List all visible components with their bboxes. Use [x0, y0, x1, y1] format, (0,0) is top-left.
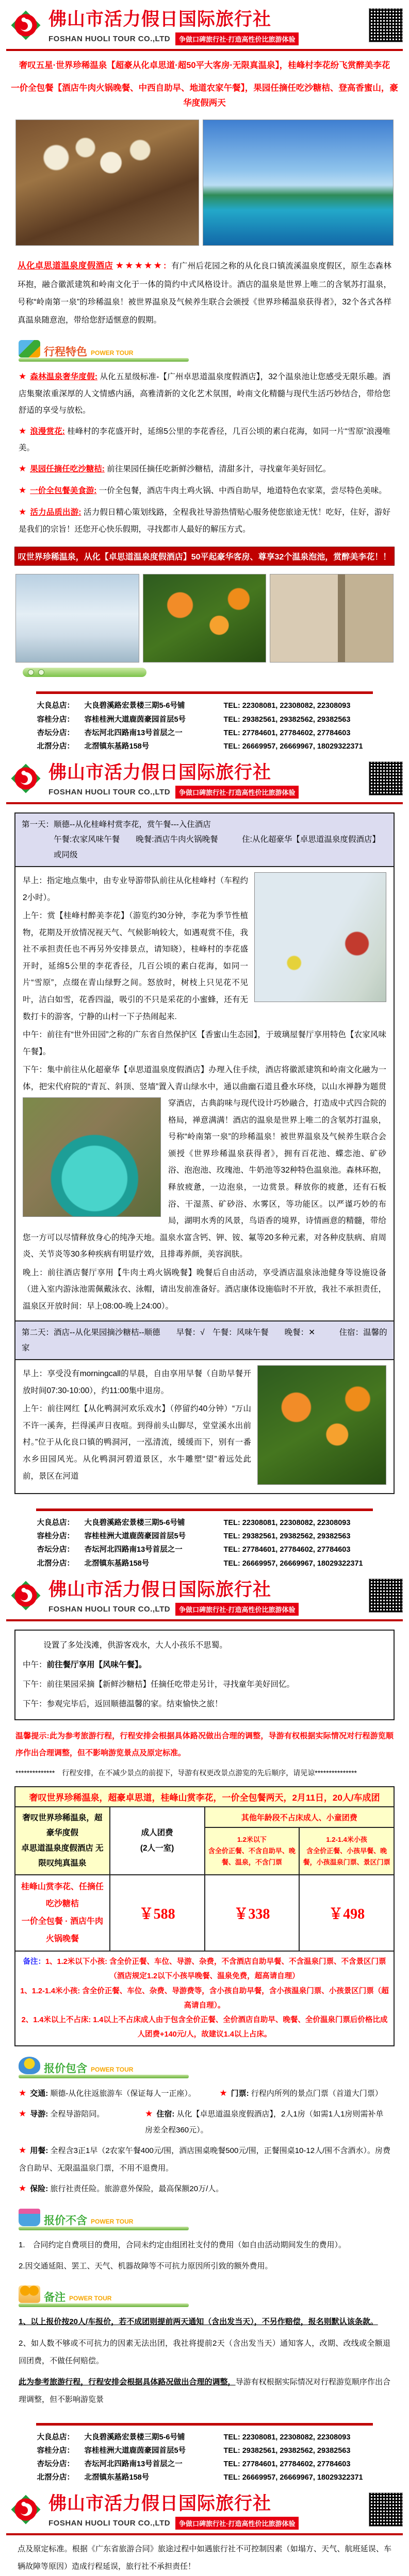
star-bullet-icon: ★ — [19, 2108, 27, 2119]
entry-text: 与现代设计巧妙融合，打造成中式四合院的格局，禅意满满！酒店的温泉是世界上唯二的含氡苏打温泉，号称“岭南第一泉”的珍稀温泉！被世界温泉及气候养生联合会颁授《世界珍稀温泉获得者》，拥有百花池、蝶恋池、矿砂浴、泡泡池、玫瑰池、牛奶池等32种特色温泉池。森林环抱，释放疲惫，一边泡泉，一边赏景。释放你的疲惫，还有石板浴、干湿蒸、矿砂浴、水雾区，等功能区。以严谨巧妙的布局，湖明水秀的风景，鸟语香的境界，诗情画意的精髓，带给您一方可以尽情释放身心的纯净天地。温泉水富含钙、钾、铵、氟等20多种元素，对各种皮肤病、肩周炎、关节炎等30多种疾病有明显疗效，且排毒养颜，美容润肤。 — [23, 1099, 386, 1259]
include-text: 全程含3正1早（2农家午餐400元/围，酒店围桌晚餐500元/围，正餐围桌10-12人/围不含酒水）。房费含自助早、无限温温泉门票，不用不退费用。 — [19, 2146, 390, 2173]
day2-continuation-box — [14, 1630, 395, 1720]
orange-orchard-photo — [257, 1365, 386, 1485]
feature-item — [19, 503, 390, 538]
include-text: 从化【卓思道温泉度假酒店】，2人1房（如需1人1房则需补单房差全程360元）。 — [145, 2109, 384, 2135]
itinerary-table — [14, 812, 395, 1494]
branch-footer — [0, 2423, 409, 2484]
company-slogan: 争做口碑旅行社·打造高性价比旅游体验 — [175, 1603, 299, 1616]
child-fee-group-header: 其他年龄段不占床成人、小童团费 — [205, 1807, 395, 1827]
include-item — [19, 2105, 145, 2139]
branch-tel: TEL: 26669957, 26669967, 18029322371 — [223, 2473, 363, 2482]
itinerary-order-note: ************** 行程安排，在不减少景点的前提下，导游有权更改景点游览的先后顺序，请见谅*************** — [15, 1769, 357, 1777]
entry-text: 指定地点集中，由专业导游带队前往从化桂峰村（车程约2小时）。 — [23, 876, 248, 902]
company-slogan: 争做口碑旅行社·打造高性价比旅游体验 — [175, 786, 299, 799]
star-bullet-icon: ★ — [19, 426, 27, 436]
adult-price: ￥588 — [110, 1875, 205, 1951]
badge-underline — [19, 2227, 189, 2230]
includes-section-badge — [19, 2057, 189, 2078]
entry-text: 前往网红【从化鸭洞河欢乐戏水】（停留约40分钟）“万山不许一溪奔，拦得溪声日夜喧。到得前头山脚尽，堂堂溪水出前村。”位于从化良口镇的鸭洞河，一泓清流，缓缓而下，别有一番水乡田园风光。从化鸭洞河碧道景区，水牛雕塑“望”着远处此前，景区在河道 — [23, 1404, 251, 1481]
footer-divider — [36, 2423, 373, 2426]
branch-address: 杏坛河北四路南13号首层之一 — [84, 2460, 183, 2468]
company-logo-icon — [7, 1577, 44, 1614]
day1-meals: 午餐:农家风味午餐 晚餐:酒店牛肉火锅晚餐 住:从化超豪华【卓思道温泉度假酒店】或同级 — [54, 835, 380, 859]
branch-tel: TEL: 22308081, 22308082, 22308093 — [223, 702, 351, 710]
blossom-photographer-photo — [254, 872, 386, 1002]
price-table — [14, 1786, 395, 2046]
entry-time-label: 中午： — [23, 1030, 47, 1040]
page-header — [0, 0, 409, 51]
branch-tel: TEL: 22308081, 22308082, 22308093 — [223, 2433, 351, 2442]
badge-dot-icon — [28, 669, 34, 675]
branch-name: 杏坛分店： — [37, 2460, 74, 2468]
branch-address: 大良碧溪路宏景楼三期5-6号铺 — [84, 702, 185, 710]
branch-row — [37, 2431, 372, 2444]
branch-address: 北滘镇东基路158号 — [84, 1559, 150, 1568]
company-name: 佛山市活力假日国际旅行社 — [48, 762, 272, 783]
hot-spring-pool-photo — [23, 1097, 161, 1217]
branch-name: 容桂分店： — [37, 1532, 74, 1541]
entry-time-label: 下午： — [23, 1680, 47, 1689]
hotel-intro — [18, 255, 391, 330]
star-bullet-icon: ★ — [19, 485, 27, 496]
company-name-en: FOSHAN HUOLI TOUR CO.,LTD — [48, 787, 171, 796]
remark-text: 导游有权根据实际情况对行程游览顺序作出合理调整，但不影响游览景 — [19, 2378, 390, 2404]
header-divider — [6, 49, 403, 51]
package-row-line2: 一价全包餐 · 酒店牛肉火锅晚餐 — [21, 1917, 103, 1943]
company-name-en: FOSHAN HUOLI TOUR CO.,LTD — [48, 35, 171, 43]
day1-title: 第一天：顺德--从化桂峰村赏李花，赏午餐---入住酒店 — [22, 820, 211, 829]
branch-footer — [0, 691, 409, 753]
page-header — [0, 1570, 409, 1621]
entry-time-label: 中午： — [23, 1660, 47, 1669]
photo-row-scenes — [15, 574, 394, 663]
itinerary-entry — [23, 1265, 386, 1315]
photo-row-hero — [15, 120, 394, 246]
branch-address: 杏坛河北四路南13号首层之一 — [84, 728, 183, 737]
child-120-140-line2: 含全价正餐、小孩早餐、晚餐，小孩温泉门票、景区门票 — [303, 1846, 390, 1866]
branch-name: 杏坛分店： — [37, 728, 74, 737]
include-text: 行程内所列的景点门票（首道大门票） — [251, 2089, 383, 2098]
include-label: 用餐: — [30, 2146, 48, 2156]
star-bullet-icon: ★ — [19, 371, 27, 382]
branch-row — [37, 2444, 372, 2458]
branch-address: 容桂桂洲大道鹿茵豪园首层5号 — [84, 1532, 186, 1541]
include-text: 旅行社责任险。旅游意外保险，最高保额20万/人。 — [50, 2184, 224, 2193]
includes-row — [19, 2084, 390, 2103]
plum-blossom-photo — [15, 574, 139, 663]
branch-name: 大良总店： — [37, 1519, 74, 1528]
entry-time-label: 下午： — [23, 1065, 47, 1075]
branch-row — [37, 726, 372, 740]
feature-item — [19, 482, 390, 500]
branch-name: 大良总店： — [37, 702, 74, 710]
branch-tel: TEL: 29382561, 29382562, 29382563 — [223, 2446, 351, 2455]
entry-text: 前往有“世外田园”之称的广东省自然保护区【香蜜山生态园】，于玻璃屋餐厅享用特色【农家风味午餐】。 — [23, 1030, 386, 1056]
features-section-title: 行程特色 — [44, 346, 87, 359]
child-small-price: ￥338 — [205, 1875, 300, 1951]
star-bullet-icon: ★ — [19, 2183, 27, 2193]
feature-text: 桂峰村的李花盛开时，延绵5公里的李花香径，几百公顷的素白花海，如同一片“雪原”浪漫唯美。 — [19, 427, 390, 453]
entry-time-label: 上午： — [23, 911, 47, 921]
company-logo-icon — [7, 7, 44, 44]
child-120-140-header — [299, 1827, 394, 1875]
branch-name: 北滘分店： — [37, 742, 74, 751]
branch-name: 北滘分店： — [37, 1559, 74, 1568]
hotel-intro-text: 有广州后花园之称的从化良口镇流溪温泉度假区，原生态森林环抱，融合徽派建筑和岭南文化于一体的简约中式风格设计。酒店的温泉是世界上唯二的含氡苏打温泉，号称“岭南第一泉”的珍稀温泉！被世界温泉及气候养生联合会颁授《世界珍稀温泉获得者》，32个各式各样真温泉随意泡，带给您舒适惬意的假期。 — [18, 262, 391, 325]
star-bullet-icon: ★ — [145, 2108, 153, 2119]
remark-item: 2、如人数不够或不可抗力的因素无法出团，我社将提前2天（含出发当天）通知客人，改期、改线或全额退回团费，不做任何赔偿。 — [19, 2338, 390, 2365]
notes-label: 备注： — [23, 1958, 45, 1967]
tour-title-line1: 奢叹五星·世界珍稀温泉【超豪从化卓思道·超50平大客房·无限真温泉】，桂峰村李花纷飞赏醉美李花 — [19, 61, 390, 70]
child-under-120-header — [205, 1827, 300, 1875]
branch-name: 杏坛分店： — [37, 1546, 74, 1554]
header-divider — [6, 1619, 403, 1621]
feature-label: 森林温泉奢华度假: — [30, 372, 97, 382]
include-text: 顺德-从化往返旅游车（保证每人一正座）。 — [50, 2089, 196, 2098]
entry-time-label: 早上： — [23, 1369, 47, 1379]
entry-text: 前往餐厅享用【风味午餐】。 — [46, 1660, 147, 1669]
company-name-en: FOSHAN HUOLI TOUR CO.,LTD — [48, 2519, 171, 2528]
entry-time-label: 早上： — [23, 876, 47, 886]
footer-divider — [36, 1509, 373, 1511]
day1-header — [15, 814, 394, 867]
hotel-pool-photo — [203, 120, 394, 246]
branch-tel: TEL: 26669957, 26669967, 18029322371 — [223, 1559, 363, 1568]
price-note: 1、1.2-1.4米小孩: 含全价正餐、车位、杂费、导游费等，含小孩自助早餐，含小孩温泉门票、小孩景区门票（超高请自理）。 — [20, 1987, 389, 2010]
branch-row — [37, 740, 372, 753]
branch-tel: TEL: 22308081, 22308082, 22308093 — [223, 1519, 351, 1528]
features-badge-icon — [19, 340, 40, 358]
include-label: 住宿: — [156, 2109, 175, 2119]
feature-item — [19, 460, 390, 478]
branch-address: 大良碧溪路宏景楼三期5-6号铺 — [84, 1519, 185, 1528]
itinerary-entry — [23, 1027, 386, 1060]
branch-tel: TEL: 27784601, 27784602, 27784603 — [223, 1546, 351, 1554]
company-name: 佛山市活力假日国际旅行社 — [48, 1579, 272, 1600]
child-120-140-line1: 1.2-1.4米小孩 — [326, 1835, 367, 1843]
price-note: 2、1.4米以上不占床: 1.4以上不占床成人由于包含全价正餐、全价酒店自助早、晚餐、全价温泉门票后价格比成人团费+140元/人，故建议1.4以上占床。 — [21, 2016, 388, 2039]
qr-code — [369, 1579, 403, 1613]
adult-fee-line2: (2人一室) — [140, 1843, 174, 1853]
remarks-section-title: 备注 — [44, 2292, 66, 2303]
day1-body — [15, 867, 394, 1320]
child-mid-price: ￥498 — [299, 1875, 394, 1951]
package-header-line1: 奢叹世界珍稀温泉，超豪华度假 — [22, 1814, 103, 1838]
include-label: 导游: — [30, 2109, 48, 2119]
child-under-120-line1: 1.2米以下 — [237, 1835, 267, 1843]
company-slogan: 争做口碑旅行社·打造高性价比旅游体验 — [175, 32, 299, 45]
branch-address: 北滘镇东基路158号 — [84, 742, 150, 751]
branch-row — [37, 699, 372, 713]
itinerary-entry — [23, 1696, 386, 1713]
header-divider — [6, 802, 403, 804]
company-name: 佛山市活力假日国际旅行社 — [48, 9, 272, 29]
include-label: 门票: — [231, 2089, 249, 2098]
footer-divider — [36, 691, 373, 694]
branch-address: 容桂桂洲大道鹿茵豪园首层5号 — [84, 2446, 186, 2455]
includes-badge-icon — [19, 2057, 40, 2074]
branch-name: 容桂分店： — [37, 715, 74, 724]
feature-label: 浪漫赏花: — [30, 427, 65, 436]
child-under-120-line2: 含全价正餐、不含自助早、晚餐、温泉，不含门票 — [208, 1846, 296, 1866]
hotel-name: 从化卓思道温泉度假酒店 — [18, 261, 113, 271]
feature-label: 活力品质出游: — [30, 507, 81, 517]
clipped-section-badge — [23, 668, 146, 677]
remarks-badge-icon — [19, 2285, 40, 2303]
colon: ： — [163, 262, 171, 271]
feature-text: 活力假日精心策划线路，全程我社导游热情贴心服务使您旅途无忧！吃好，住好，游好是我们的宗旨！还您开心快乐假期，寻找都市人最好的解压方式。 — [19, 507, 390, 534]
entry-time-label: 上午： — [23, 1404, 47, 1414]
package-row-label — [15, 1875, 110, 1951]
branch-name: 容桂分店： — [37, 2446, 74, 2455]
package-header-line2: 卓思道温泉度假酒店 无限叹纯真温泉 — [21, 1843, 104, 1868]
star-bullet-icon: ★ — [19, 2088, 27, 2098]
entry-text: 前往果园采摘【新鲜沙糖桔】任摘任吃带走另计，寻找童年美好回忆。 — [46, 1680, 295, 1689]
power-tour-label: POWER TOUR — [91, 349, 134, 357]
feature-item — [19, 422, 390, 457]
branch-tel: TEL: 27784601, 27784602, 27784603 — [223, 2460, 351, 2468]
include-item — [219, 2084, 390, 2103]
include-item — [19, 2141, 390, 2177]
entry-text: 参观完毕后，返回顺德温馨的家。结束愉快之旅！ — [46, 1699, 223, 1708]
star-bullet-icon: ★ — [219, 2088, 227, 2098]
branch-address: 北滘镇东基路158号 — [84, 2473, 150, 2482]
star-bullet-icon: ★ — [19, 2145, 27, 2156]
includes-row — [19, 2105, 390, 2139]
remark-emphasis: 此为参考旅游行程，行程安排会根据具体路况做出合理的调整， — [19, 2378, 236, 2387]
itinerary-entry — [23, 1656, 386, 1674]
itinerary-entry — [23, 1676, 386, 1693]
feature-label: 一价全包餐美食游: — [30, 486, 97, 496]
guest-room-photo — [270, 574, 394, 663]
branch-tel: TEL: 29382561, 29382562, 29382563 — [223, 715, 351, 724]
branch-row — [37, 1530, 372, 1543]
exclude-item: 1. 合同约定自费项目的费用，合同未约定由组团社支付的费用（如自由活动期间发生的费用）。 — [19, 2240, 347, 2249]
qr-code — [369, 761, 403, 795]
warm-tip-notice: 温馨提示:此为参考旅游行程，行程安排会根据具体路况做出合理的调整，导游有权根据实际情况对行程游览顺序作出合理调整，但不影响游览景点及原定标准。 — [15, 1732, 394, 1757]
itinerary-entry — [23, 1062, 386, 1263]
badge-underline — [19, 2303, 189, 2307]
package-column-header — [15, 1807, 110, 1875]
page-header — [0, 2484, 409, 2535]
day2-title: 第二天：酒店--从化果园摘沙糖桔--顺德 早餐：√ 午餐：风味午餐 晚餐：✕ 住宿：温馨的家 — [22, 1328, 387, 1352]
features-section-badge — [19, 340, 189, 362]
hotel-lobby-photo — [15, 120, 199, 246]
branch-row — [37, 1557, 372, 1570]
include-item — [19, 2084, 219, 2103]
badge-underline — [19, 358, 189, 362]
price-table-title: 奢叹世界珍稀温泉，超豪卓思道，桂峰山赏李花，一价全包餐两天，2月11日，20人/车成团 — [15, 1787, 394, 1807]
branch-footer — [0, 1509, 409, 1570]
price-note: 1、1.2米以下小孩: 含全价正餐、车位、导游、杂费，不含酒店自助早餐、不含温泉门票、不含景区门票（酒店规定1.2以下小孩早晚餐、温泉免费，超高请自理） — [45, 1958, 386, 1981]
excludes-section-title: 报价不含 — [44, 2214, 87, 2227]
branch-row — [37, 2458, 372, 2471]
entry-text: 集中前往从化超豪华【卓思道温泉度假酒店】办理入住手续，酒店将徽派建筑和岭南文化融为一体，把宋代府院的“青瓦、斜顶、竖墙”置入青山绿水中，通以曲幽石道且叠水环绕，以山水禅静为题贯穿酒店，古典韵味 — [23, 1065, 386, 1108]
entry-text: 赏【桂峰村醉美李花】（游览约30分钟，李花为季节性植物，花期及开放情况视天气、气候影响较大，如遇观赏不佳，我社不承担责任也不再另外安排景点，请知晓），桂峰村的李花盛开时，延绵5公里的李花香径，几百公顷的素白花海，如同一片“雪原”，点缀在青山绿野之间。怒放时，树枝上只见花不见叶，洁白如雪，花香四溢，吸引的不只是采花的小蜜蜂，还有无数打卡的游客，宁静的山村一下子热闹起来. — [23, 911, 248, 1021]
feature-text: 一价全包餐，酒店牛肉土鸡火锅、中西自助早，地道特色农家菜，尝尽特色美味。 — [99, 486, 387, 496]
exclude-item: 2.因交通延阻、罢工、天气、机器故障等不可抗力原因所引致的额外费用。 — [19, 2262, 273, 2271]
page-header — [0, 753, 409, 804]
branch-row — [37, 1516, 372, 1530]
branch-tel: TEL: 29382561, 29382562, 29382563 — [223, 1532, 351, 1541]
five-star-rating: ★★★★★ — [115, 260, 163, 271]
qr-code — [369, 2493, 403, 2527]
branch-name: 北滘分店： — [37, 2473, 74, 2482]
header-divider — [6, 2533, 403, 2535]
feature-item — [19, 368, 390, 418]
badge-underline — [19, 2075, 189, 2078]
includes-section-title: 报价包含 — [44, 2062, 87, 2075]
branch-row — [37, 2471, 372, 2484]
branch-row — [37, 1543, 372, 1556]
remark-continuation: 点及原定标准。根据《广东省旅游合同》旅途过程中如遇旅行社不可控制因素（如塌方、天气、航班延误、车辆故障等原因）造成行程延误，旅行社不承担责任！ — [18, 2545, 391, 2571]
price-notes-cell — [15, 1951, 394, 2046]
entry-text: 享受没有morningcall的早晨，自由享用早餐（自助早餐开放时间07:30-10:00），约11:00集中退房。 — [23, 1369, 251, 1395]
feature-text: 从化五星级标准-【广州卓思道温泉度假酒店】，32个温泉池让您感受无限乐趣。酒店集聚浓重深厚的人文情感内涵，高雅清新的文化艺术氛围，岭南文化精髓与现代生活巧妙结合，带给您舒适的享受与放松。 — [19, 372, 390, 415]
badge-dot-icon — [38, 669, 44, 675]
adult-fee-line1: 成人团费 — [141, 1828, 173, 1838]
company-logo-icon — [7, 2491, 44, 2528]
branch-row — [37, 713, 372, 726]
power-tour-label: POWER TOUR — [91, 2217, 134, 2225]
star-bullet-icon: ★ — [19, 464, 27, 474]
day2-continuation-text: 设置了多处浅滩，供游客戏水，大人小孩乐不思蜀。 — [43, 1640, 227, 1650]
excludes-badge-icon — [19, 2209, 40, 2226]
power-tour-label: POWER TOUR — [91, 2065, 134, 2073]
day2-header — [15, 1320, 394, 1360]
remarks-section-badge — [19, 2285, 189, 2307]
include-label: 交通: — [30, 2089, 48, 2098]
excludes-section-badge — [19, 2209, 189, 2230]
company-slogan: 争做口碑旅行社·打造高性价比旅游体验 — [175, 2517, 299, 2530]
include-item — [145, 2105, 390, 2139]
package-row-line1: 桂峰山赏李花、任摘任吃沙糖桔 — [21, 1882, 104, 1909]
day2-body — [15, 1360, 394, 1493]
adult-fee-header — [110, 1807, 205, 1875]
power-tour-label: POWER TOUR — [69, 2295, 112, 2302]
qr-code — [369, 8, 403, 42]
remark-item — [19, 2374, 390, 2409]
branch-tel: TEL: 26669957, 26669967, 18029322371 — [223, 742, 363, 751]
include-item — [19, 2179, 390, 2198]
company-name: 佛山市活力假日国际旅行社 — [48, 2494, 272, 2514]
include-text: 全程导游陪同。 — [50, 2109, 105, 2119]
branch-tel: TEL: 27784601, 27784602, 27784603 — [223, 728, 351, 737]
company-logo-icon — [7, 760, 44, 797]
company-name-en: FOSHAN HUOLI TOUR CO.,LTD — [48, 1604, 171, 1614]
entry-text: 前往酒店餐厅享用【牛肉土鸡火锅晚餐】晚餐后自由活动，享受酒店温泉泳池健身等设施设备（进入室内游泳池需佩戴泳衣、泳帽，请出发前准备好。酒店康体设施临时不开放，我社不承担责任，温泉区开放时间：早上08:00-晚上24:00）。 — [23, 1268, 386, 1311]
feature-label: 果园任摘任吃沙糖桔: — [30, 465, 105, 474]
feature-text: 前往果园任摘任吃新鲜沙糖桔，清甜多汁，寻找童年美好回忆。 — [107, 465, 331, 474]
include-label: 保险: — [30, 2184, 48, 2193]
entry-time-label: 下午： — [23, 1699, 47, 1708]
branch-address: 大良碧溪路宏景楼三期5-6号铺 — [84, 2433, 185, 2442]
branch-name: 大良总店： — [37, 2433, 74, 2442]
star-bullet-icon: ★ — [19, 506, 27, 517]
remark-item: 1、以上报价按20人/车报价，若不成团则提前两天通知（含出发当天），不另作赔偿，报名则默认该条款。 — [19, 2317, 378, 2326]
branch-address: 容桂桂洲大道鹿茵豪园首层5号 — [84, 715, 186, 724]
sugar-orange-photo — [143, 574, 267, 663]
entry-time-label: 晚上： — [23, 1268, 48, 1277]
promo-banner: 叹世界珍稀温泉，从化【卓思道温泉度假酒店】50平起豪华客房、尊享32个温泉泡池，赏醉美李花！！ — [14, 547, 395, 566]
tour-title-line2: 一价全包餐【酒店牛肉火锅晚餐、中西自助早、地道农家午餐】，果园任摘任吃沙糖桔、登高香蜜山，豪华度假两天 — [11, 83, 398, 108]
branch-address: 杏坛河北四路南13号首层之一 — [84, 1546, 183, 1554]
